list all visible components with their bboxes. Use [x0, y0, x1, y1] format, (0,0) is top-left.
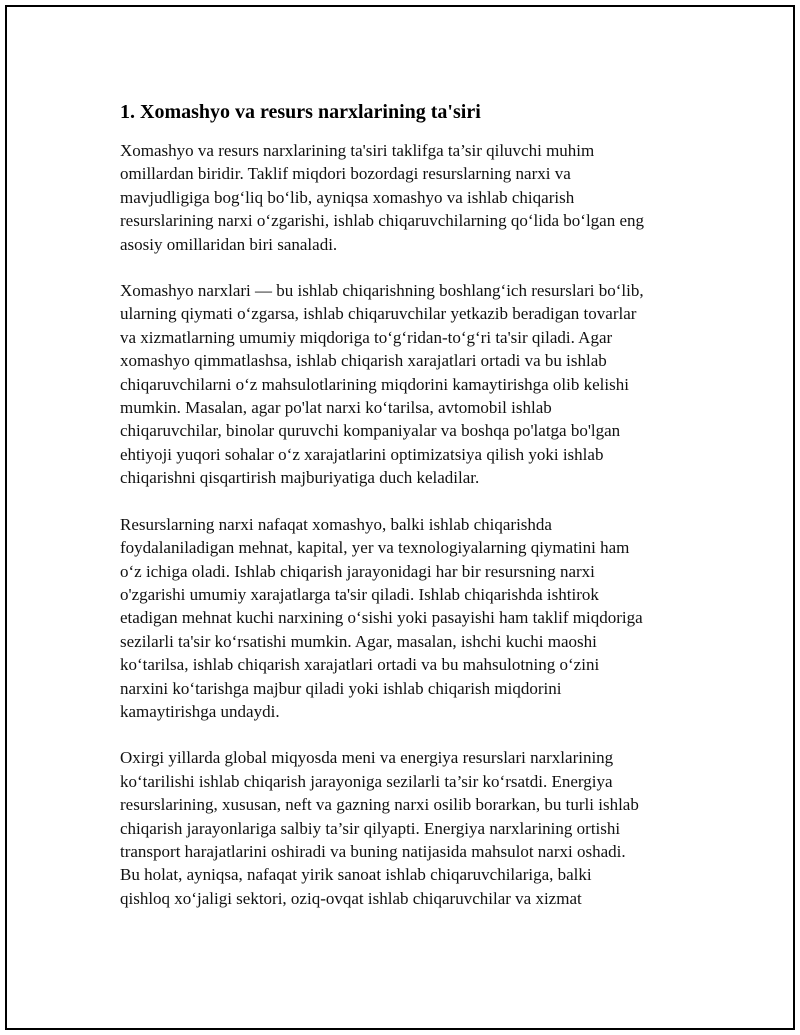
text-line: mavjudligiga bog‘liq bo‘lib, ayniqsa xomashyo va ishlab chiqarish: [120, 187, 575, 207]
text-line: chiqaruvchilar, binolar quruvchi kompaniyalar va boshqa po'latga bo'lgan: [120, 421, 621, 441]
text-line: xomashyo qimmatlashsa, ishlab chiqarish xarajatlari ortadi va bu ishlab: [120, 351, 607, 371]
text-line: o‘z ichiga oladi. Ishlab chiqarish jarayonidagi har bir resursning narxi: [120, 561, 595, 581]
text-line: etadigan mehnat kuchi narxining o‘sishi yoki pasayishi ham taklif miqdoriga: [120, 608, 643, 628]
text-line: qishloq xo‘jaligi sektori, oziq-ovqat ishlab chiqaruvchilar va xizmat: [120, 888, 582, 908]
text-line: va xizmatlarning umumiy miqdoriga to‘g‘ridan-to‘g‘ri ta'sir qiladi. Agar: [120, 327, 613, 347]
text-line: Xomashyo narxlari — bu ishlab chiqarishning boshlang‘ich resurslari bo‘lib,: [120, 281, 644, 301]
text-line: chiqarishni qisqartirish majburiyatiga duch keladilar.: [120, 468, 480, 488]
text-line: chiqarish jarayonlariga salbiy ta’sir qilyapti. Energiya narxlarining ortishi: [120, 818, 621, 838]
text-line: mumkin. Masalan, agar po'lat narxi ko‘tarilsa, avtomobil ishlab: [120, 398, 552, 418]
text-line: asosiy omillaridan biri sanaladi.: [120, 234, 338, 254]
section-heading: 1. Xomashyo va resurs narxlarining ta'siri: [120, 101, 481, 123]
paragraph-1: [120, 139, 700, 256]
text-line: chiqaruvchilarni o‘z mahsulotlarining miqdorini kamaytirishga olib kelishi: [120, 374, 629, 394]
text-line: omillardan biridir. Taklif miqdori bozordagi resurslarning narxi va: [120, 164, 571, 184]
page-frame: [5, 5, 795, 1030]
text-line: ehtiyoji yuqori sohalar o‘z xarajatlarini optimizatsiya qilish yoki ishlab: [120, 444, 604, 464]
text-line: ularning qiymati o‘zgarsa, ishlab chiqaruvchilar yetkazib beradigan tovarlar: [120, 304, 637, 324]
text-line: Xomashyo va resurs narxlarining ta'siri taklifga ta’sir qiluvchi muhim: [120, 141, 595, 160]
text-line: resurslarining, xususan, neft va gazning narxi osilib borarkan, bu turli ishlab: [120, 795, 639, 815]
text-line: sezilarli ta'sir ko‘rsatishi mumkin. Agar, masalan, ishchi kuchi maoshi: [120, 631, 597, 651]
text-line: ko‘tarilsa, ishlab chiqarish xarajatlari ortadi va bu mahsulotning o‘zini: [120, 655, 600, 675]
text-line: foydalaniladigan mehnat, kapital, yer va texnologiyalarning qiymatini ham: [120, 538, 630, 558]
text-line: narxini ko‘tarishga majbur qiladi yoki ishlab chiqarish miqdorini: [120, 678, 562, 698]
paragraph-4: [120, 746, 700, 910]
text-line: ko‘tarilishi ishlab chiqarish jarayoniga sezilarli ta’sir ko‘rsatdi. Energiya: [120, 771, 613, 791]
paragraph-2: [120, 279, 700, 490]
text-line: o'zgarishi umumiy xarajatlarga ta'sir qiladi. Ishlab chiqarishda ishtirok: [120, 584, 599, 604]
text-line: Bu holat, ayniqsa, nafaqat yirik sanoat ishlab chiqaruvchilariga, balki: [120, 865, 592, 885]
document-body: [120, 99, 700, 933]
text-line: Resurslarning narxi nafaqat xomashyo, balki ishlab chiqarishda: [120, 514, 552, 534]
text-line: resurslarining narxi o‘zgarishi, ishlab chiqaruvchilarning qo‘lida bo‘lgan eng: [120, 211, 645, 231]
text-line: transport harajatlarini oshiradi va buning natijasida mahsulot narxi oshadi.: [120, 841, 626, 861]
paragraph-3: [120, 513, 700, 724]
text-line: kamaytirishga undaydi.: [120, 701, 280, 721]
text-line: Oxirgi yillarda global miqyosda meni va energiya resurslari narxlarining: [120, 748, 614, 768]
